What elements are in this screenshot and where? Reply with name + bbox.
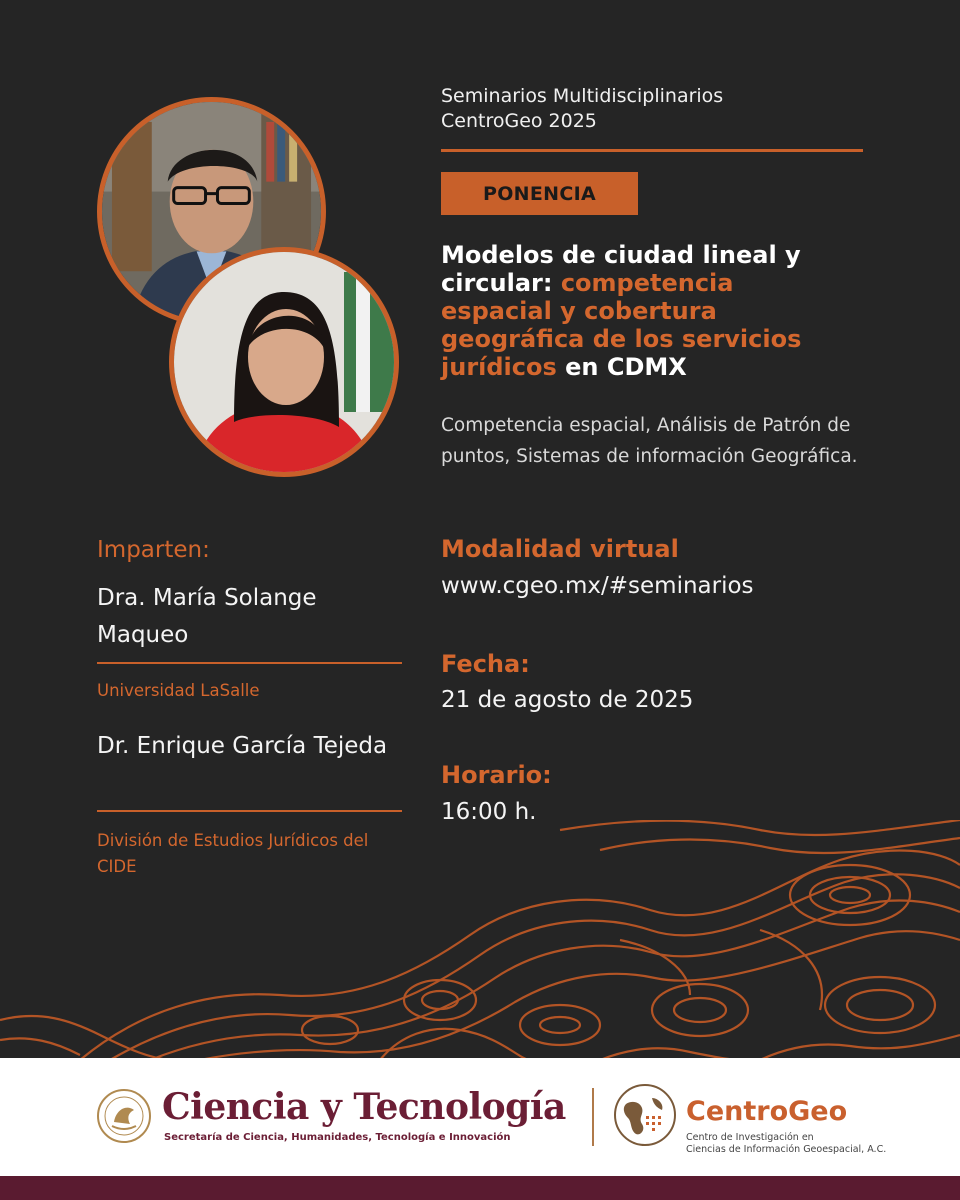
horario-label: Horario: [441,761,552,789]
title-part-2: competencia espacial y cobertura geográfica de los servicios jurídicos [441,269,802,381]
ponencia-badge: PONENCIA [441,172,638,215]
imparten-label: Imparten: [97,537,210,563]
centrogeo-subtitle [686,1132,886,1156]
secretaria-subtitle: Secretaría de Ciencia, Humanidades, Tecnología e Innovación [164,1132,511,1143]
globe-icon [612,1082,678,1148]
talk-title [441,241,841,381]
seminar-series-title [441,84,723,134]
centrogeo-subtitle-line-2: Ciencias de Información Geoespacial, A.C. [686,1144,887,1155]
speaker-divider-1 [97,662,402,664]
modalidad-url-link[interactable]: www.cgeo.mx/#seminarios [441,573,754,599]
modalidad-label: Modalidad virtual [441,535,679,563]
speaker-name-2: Dr. Enrique García Tejeda [97,733,388,759]
footer-logos [0,1058,960,1176]
horario-value: 16:00 h. [441,799,537,825]
speaker-photo-woman [169,247,399,477]
bottom-brand-bar [0,1176,960,1200]
speaker-institution-2: División de Estudios Jurídicos del CIDE [97,831,369,876]
speaker-institution-1: Universidad LaSalle [97,681,260,700]
speaker-name-1: Dra. María Solange Maqueo [97,585,317,648]
series-line-2: CentroGeo 2025 [441,110,597,132]
footer-divider [592,1088,594,1146]
centrogeo-logo: CentroGeo [686,1096,848,1127]
speaker-divider-2 [97,810,402,812]
ciencia-tecnologia-logo: Ciencia y Tecnología [162,1086,566,1128]
series-line-1: Seminarios Multidisciplinarios [441,85,724,107]
title-part-3: en CDMX [556,353,687,381]
keywords: Competencia espacial, Análisis de Patrón de puntos, Sistemas de información Geográfica. [441,415,858,467]
mexico-seal-icon [96,1088,152,1144]
fecha-label: Fecha: [441,650,530,678]
centrogeo-subtitle-line-1: Centro de Investigación en [686,1132,814,1143]
fecha-value: 21 de agosto de 2025 [441,687,694,713]
header-divider [441,149,863,152]
title-part-1: Modelos de ciudad lineal y circular: [441,241,801,297]
